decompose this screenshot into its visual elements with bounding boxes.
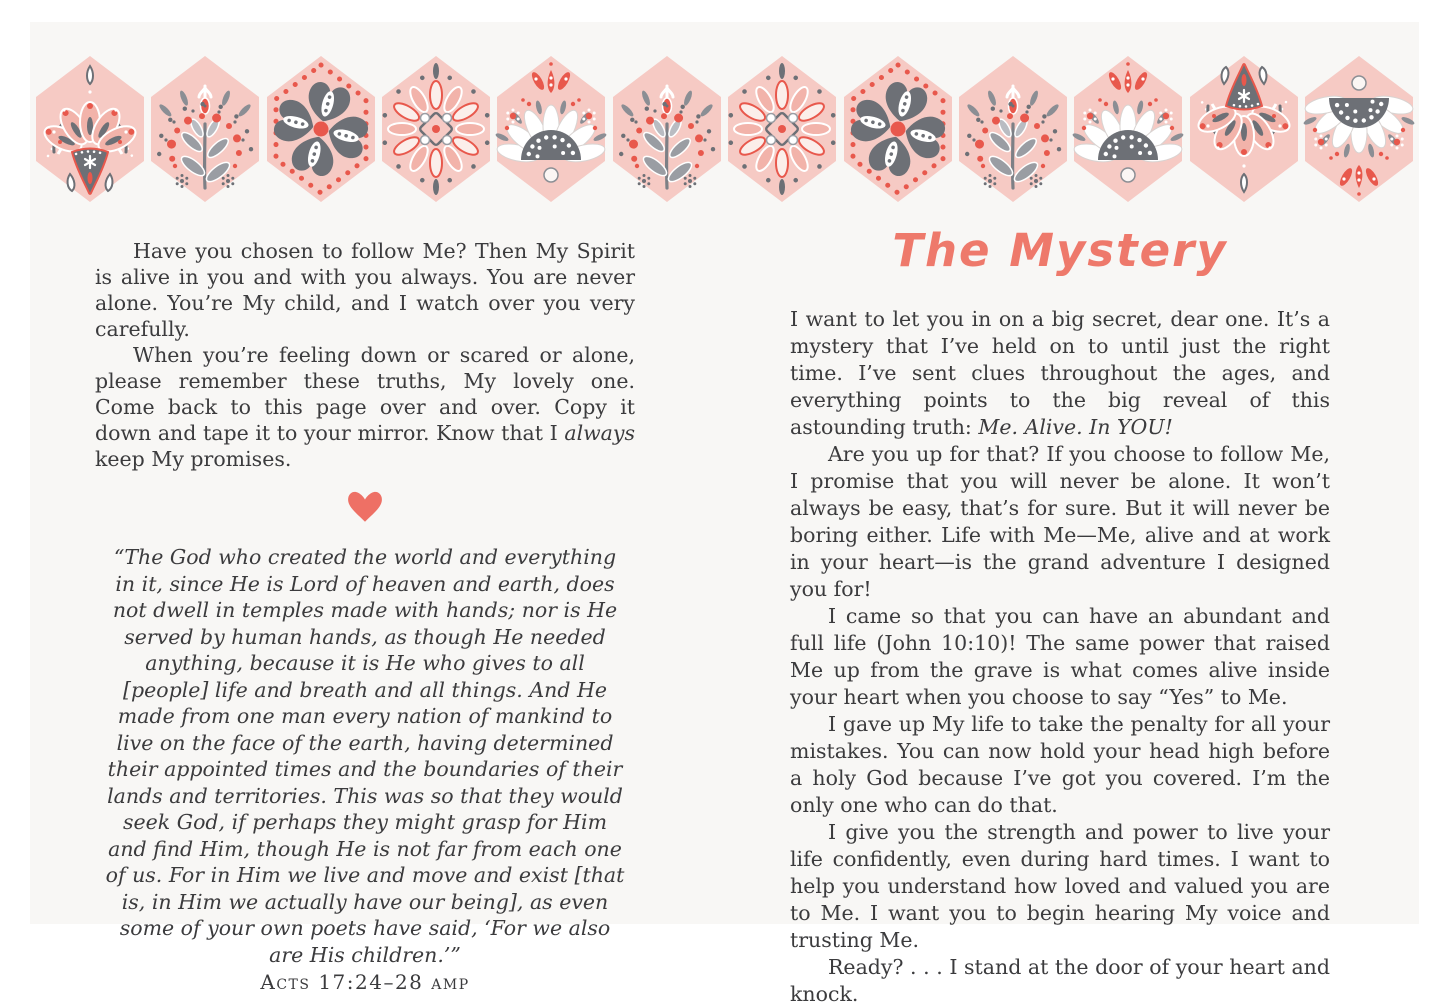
sprig-tile — [611, 54, 723, 204]
mandala-tile — [726, 54, 838, 204]
paragraph: I gave up My life to take the penalty for all your mistakes. You can now hold your head high before a holy God because I’ve got you covered. I’m the only one who can do that. — [790, 712, 1330, 817]
book-spread — [30, 22, 1419, 1006]
paragraph: When you’re feeling down or scared or alone, please remember these truths, My lovely one. Come back to this page over and over. Copy it down and tape it to your mirror. Know that I always keep My promises. — [95, 343, 635, 471]
paragraph: I give you the strength and power to live your life confidently, even during hard times. I want to help you understand how loved and valued you are to Me. I want you to begin hearing My voice and trusting Me. — [790, 820, 1330, 952]
daisy-down-tile — [1303, 54, 1415, 204]
mandala-tile — [380, 54, 492, 204]
paragraph: I came so that you can have an abundant and full life (John 10:10)! The same power that raised Me up from the grave is what comes alive inside your heart when you choose to say “Yes” to Me. — [790, 604, 1330, 709]
half-daisy-tile — [1072, 54, 1184, 204]
paragraph: Ready? . . . I stand at the door of your heart and knock. — [790, 955, 1330, 1006]
sprig-tile — [957, 54, 1069, 204]
left-page-body — [95, 238, 635, 472]
paragraph: Are you up for that? If you choose to follow Me, I promise that you will never be alone. It won’t always be easy, that’s for sure. But it will never be boring either. Life with Me—Me, alive and at work in your heart—is the grand adventure I designed you for! — [790, 442, 1330, 601]
fan-flower-down-tile — [1188, 54, 1300, 204]
paragraph: Have you chosen to follow Me? Then My Spirit is alive in you and with you always. You are never alone. You’re My child, and I watch over you very carefully. — [95, 239, 635, 341]
four-petal-tile — [842, 54, 954, 204]
ornament-band — [30, 22, 1419, 204]
fan-flower-tile — [34, 54, 146, 204]
sprig-tile — [149, 54, 261, 204]
heart-icon — [95, 490, 635, 524]
right-page — [790, 218, 1330, 1008]
scripture-reference: Acts 17:24–28 amp — [260, 970, 470, 994]
half-daisy-tile — [495, 54, 607, 204]
left-page — [95, 238, 635, 994]
four-petal-tile — [265, 54, 377, 204]
paragraph: I want to let you in on a big secret, dear one. It’s a mystery that I’ve held on to until just the right time. I’ve sent clues throughout the ages, and everything points to the big reveal of this astounding truth: Me. Alive. In YOU! — [790, 307, 1330, 439]
scripture-quote: “The God who created the world and everything in it, since He is Lord of heaven and earth, does not dwell in temples made with hands; nor is He served by human hands, as though He needed anything, because it is He who gives to all [people] life and breath and all things. And He made from one man every nation of mankind to live on the face of the earth, having determined their appointed times and the boundaries of their lands and territories. This was so that they would seek God, if perhaps they might grasp for Him and find Him, though He is not far from each one of us. For in Him we live and move and exist [that is, in Him we actually have our being], as even some of your own poets have said, ‘For we also are His children.’” — [105, 545, 625, 967]
right-page-body — [790, 306, 1330, 1008]
chapter-title: The Mystery — [892, 224, 1228, 277]
